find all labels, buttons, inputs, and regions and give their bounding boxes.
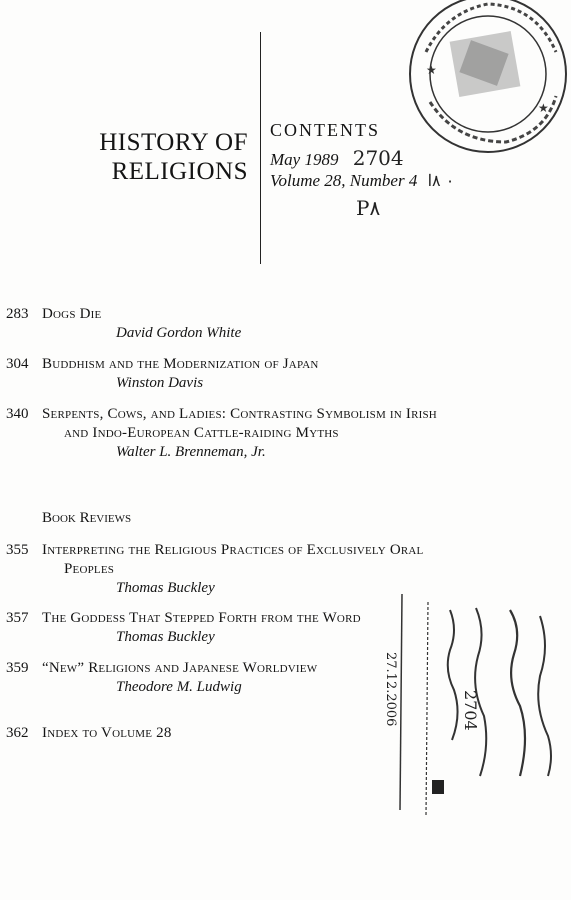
library-stamp-icon	[406, 0, 570, 156]
svg-text:★: ★	[426, 63, 437, 77]
toc-title-new-religions: “New” Religions and Japanese Worldview	[42, 660, 318, 676]
issue-date-text: May 1989	[270, 150, 339, 169]
toc-author-white: David Gordon White	[116, 325, 242, 341]
handwritten-code: P٨	[356, 196, 381, 220]
toc-author-buckley-1: Thomas Buckley	[116, 580, 215, 596]
journal-title-line2: RELIGIONS	[111, 158, 248, 185]
journal-title	[60, 128, 248, 186]
toc-title-serpents: Serpents, Cows, and Ladies: Contrasting Symbolism in Irish	[42, 406, 437, 422]
toc-title-goddess: The Goddess That Stepped Forth from the Word	[42, 610, 361, 626]
toc-title-interpreting-cont: Peoples	[64, 561, 115, 577]
toc-page-359: 359	[6, 660, 29, 676]
toc-page-304: 304	[6, 356, 29, 372]
toc-title-interpreting: Interpreting the Religious Practices of Exclusively Oral	[42, 542, 424, 558]
handwritten-mark: ٠ ٨ا	[427, 171, 455, 190]
book-reviews-heading: Book Reviews	[42, 510, 132, 526]
toc-page-340: 340	[6, 406, 29, 422]
toc-author-brenneman: Walter L. Brenneman, Jr.	[116, 444, 266, 460]
toc-page-283: 283	[6, 306, 29, 322]
toc-author-buckley-2: Thomas Buckley	[116, 629, 215, 645]
header-divider	[260, 32, 261, 264]
toc-author-davis: Winston Davis	[116, 375, 204, 391]
toc-page-355: 355	[6, 542, 29, 558]
annotation-date: 27.12.2006	[383, 652, 398, 727]
toc-page-362: 362	[6, 725, 29, 741]
handwritten-number: 2704	[352, 146, 404, 170]
annotation-number: 2704	[461, 690, 480, 731]
issue-volume	[270, 171, 454, 191]
toc-title-serpents-cont: and Indo-European Cattle-raiding Myths	[64, 425, 339, 441]
contents-label: CONTENTS	[270, 120, 380, 140]
toc-title-dogs-die: Dogs Die	[42, 306, 102, 322]
toc-page-357: 357	[6, 610, 29, 626]
toc-title-index: Index to Volume 28	[42, 725, 172, 741]
issue-date	[270, 146, 404, 170]
svg-text:★: ★	[538, 101, 549, 115]
journal-title-line1: HISTORY OF	[99, 129, 248, 156]
toc-author-ludwig: Theodore M. Ludwig	[116, 679, 242, 695]
issue-volume-text: Volume 28, Number 4	[270, 171, 418, 190]
toc-title-buddhism: Buddhism and the Modernization of Japan	[42, 356, 319, 372]
